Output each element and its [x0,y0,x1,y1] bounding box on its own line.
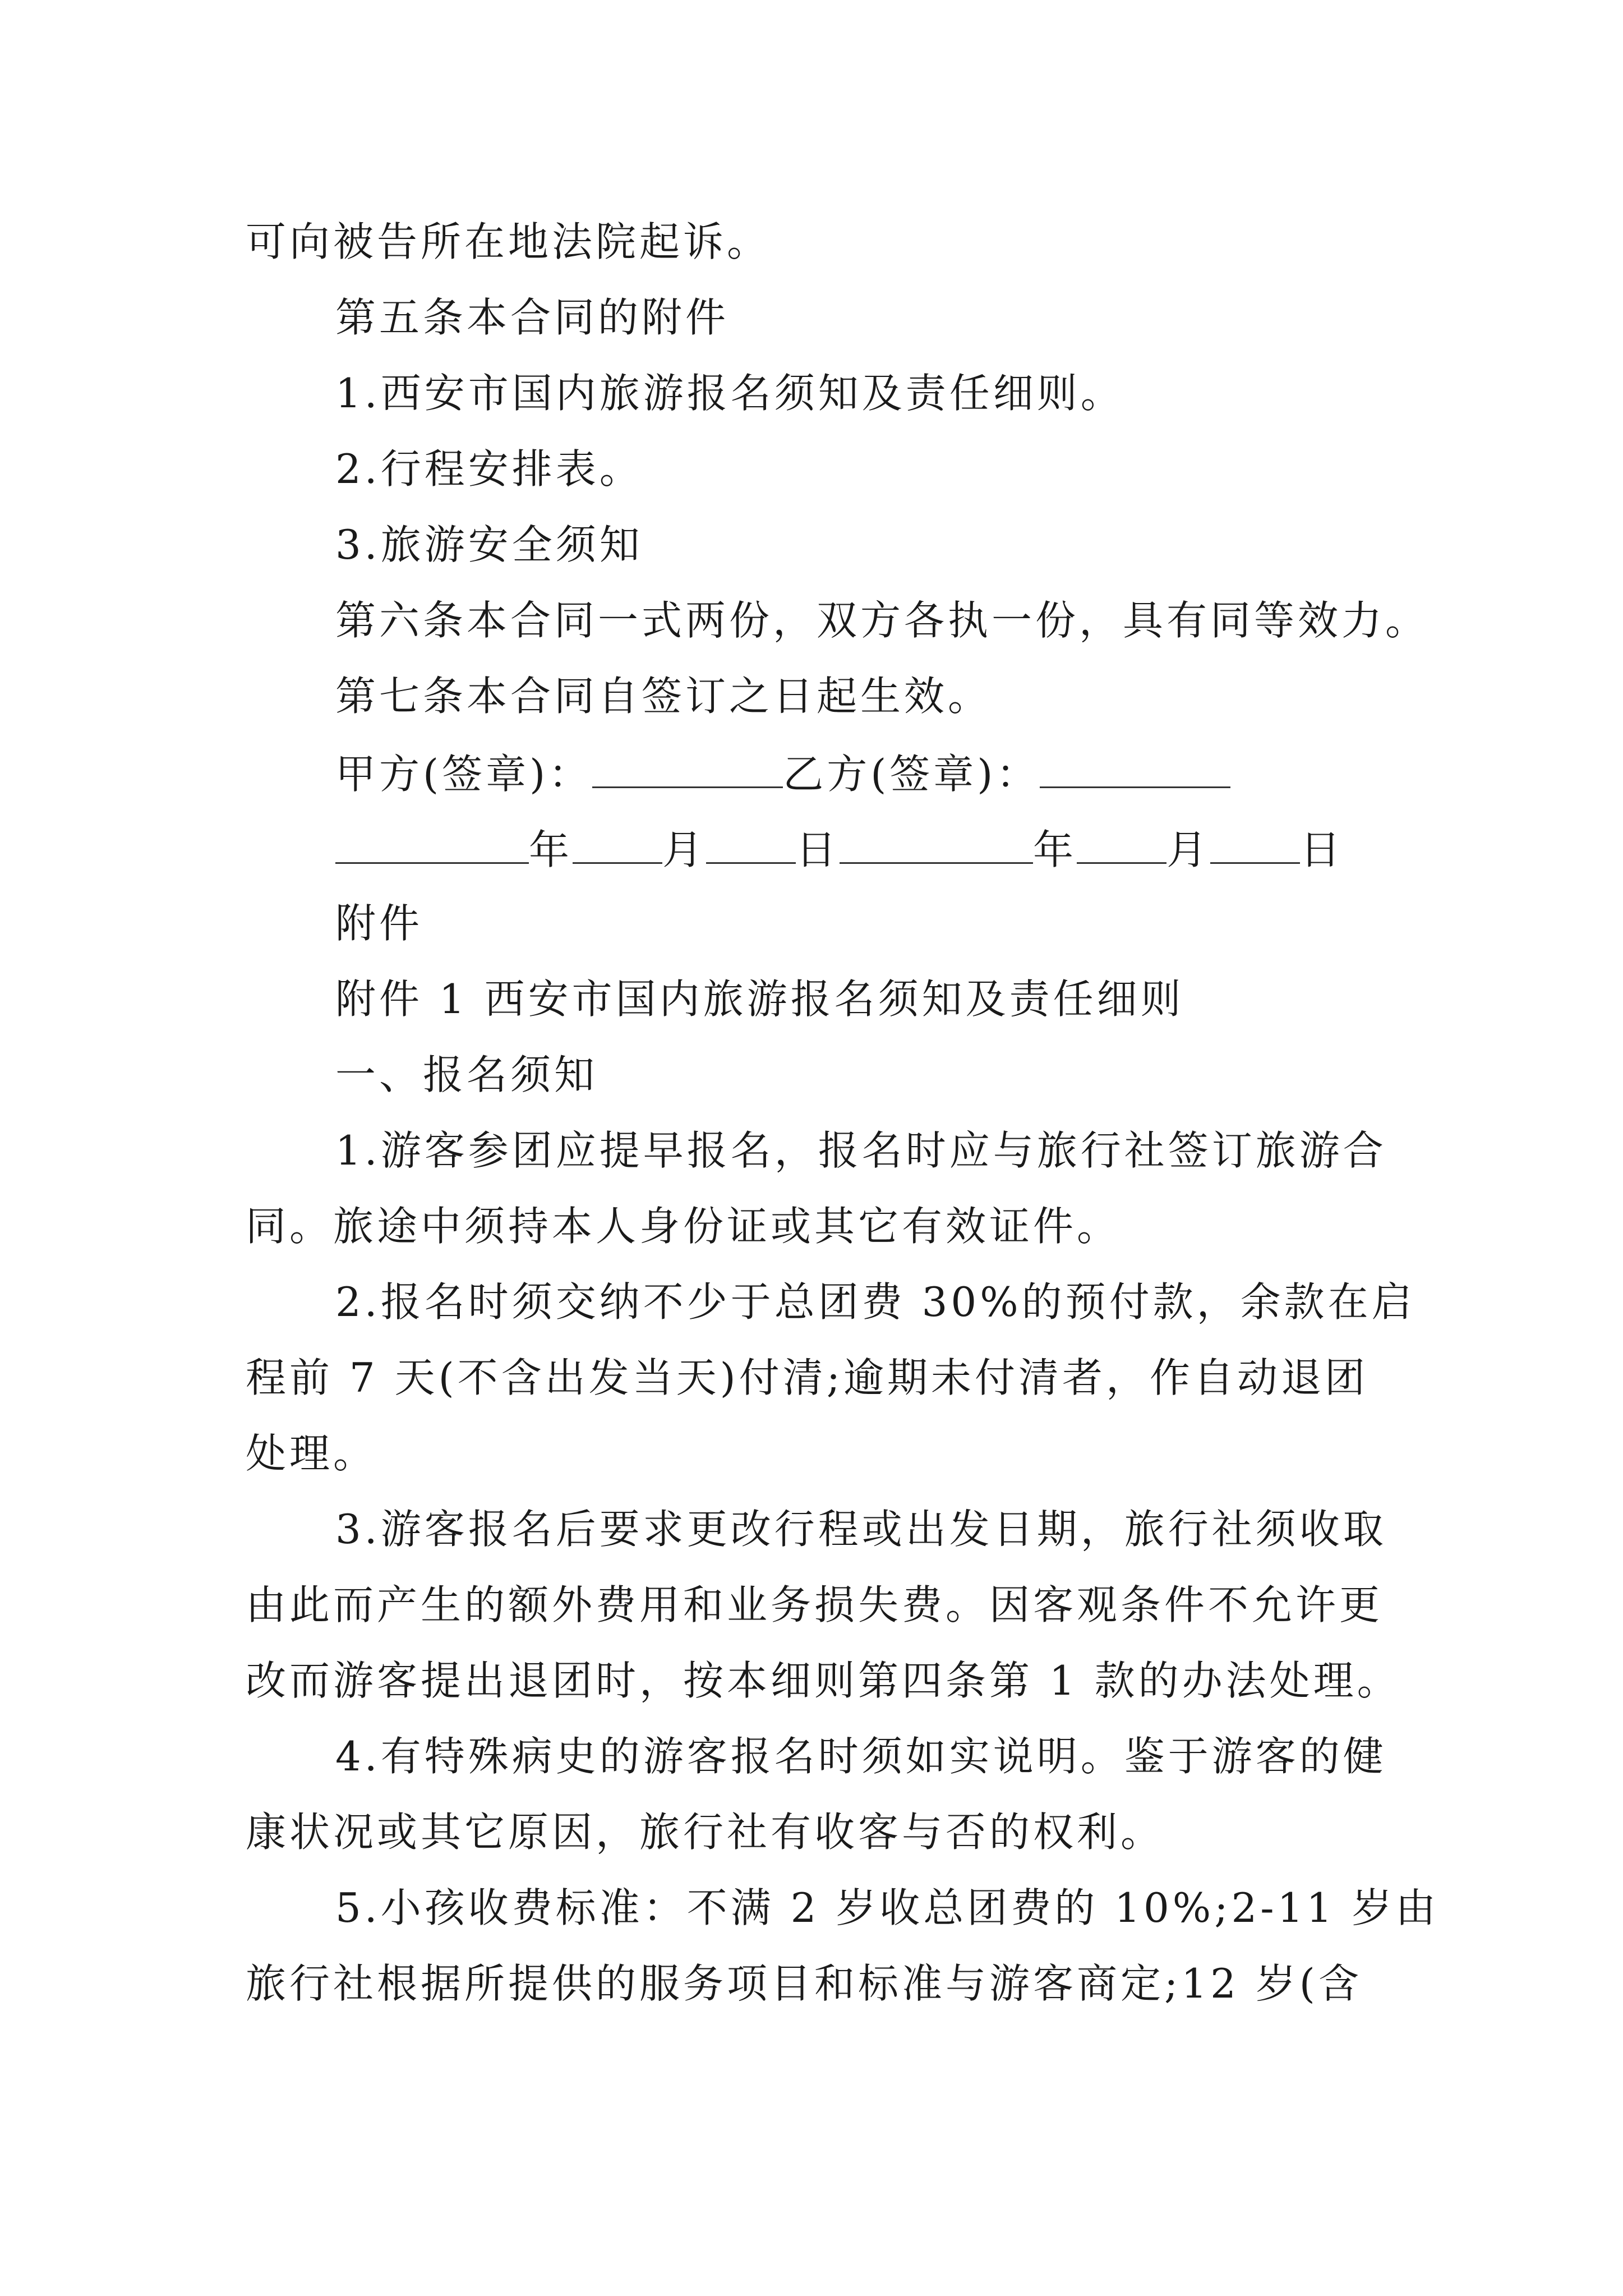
paragraph-line: 4.有特殊病史的游客报名时须如实说明。鉴于游客的健 [335,1733,1387,1780]
section-heading: 一、报名须知 [335,1051,598,1098]
attachment-title: 附件 1 西安市国内旅游报名须知及责任细则 [335,976,1184,1023]
text-line: 第六条本合同一式两份，双方各执一份，具有同等效力。 [335,597,1430,644]
paragraph-line: 同。旅途中须持本人身份证或其它有效证件。 [246,1203,1121,1250]
paragraph-line: 3.游客报名后要求更改行程或出发日期，旅行社须收取 [335,1506,1387,1553]
year-blank [335,827,529,864]
text-line: 1.西安市国内旅游报名须知及责任细则。 [335,370,1124,417]
paragraph-line: 改而游客提出退团时，按本细则第四条第 1 款的办法处理。 [246,1657,1401,1704]
text-line: 第七条本合同自签订之日起生效。 [335,673,992,720]
text-line: 可向被告所在地法院起诉。 [246,218,771,265]
paragraph-line: 处理。 [246,1430,377,1477]
month-unit: 月 [1166,826,1211,873]
party-b-blank [1040,752,1230,788]
month-unit: 月 [662,826,707,873]
paragraph-line: 由此而产生的额外费用和业务损失费。因客观条件不允许更 [246,1581,1384,1628]
month-blank [1077,827,1166,864]
paragraph-line: 康状况或其它原因，旅行社有收客与否的权利。 [246,1809,1165,1856]
paragraph-line: 5.小孩收费标准：不满 2 岁收总团费的 10%;2-11 岁由 [335,1884,1440,1931]
day-unit: 日 [796,826,840,873]
year-unit: 年 [529,826,573,873]
day-blank [706,827,796,864]
paragraph-line: 程前 7 天(不含出发当天)付清;逾期未付清者，作自动退团 [246,1354,1369,1401]
day-unit: 日 [1300,826,1344,873]
paragraph-line: 2.报名时须交纳不少于总团费 30%的预付款，余款在启 [335,1278,1415,1326]
paragraph-line: 1.游客参团应提早报名，报名时应与旅行社签订旅游合 [335,1127,1387,1174]
year-blank [840,827,1033,864]
year-unit: 年 [1033,826,1077,873]
attachment-heading: 附件 [335,900,423,947]
text-line: 3.旅游安全须知 [335,521,643,568]
party-b-label: 乙方(签章)： [783,751,1040,798]
day-blank [1210,827,1300,864]
date-line [335,826,1344,873]
month-blank [573,827,662,864]
party-a-label: 甲方(签章)： [335,751,593,798]
party-a-blank [592,752,783,788]
paragraph-line: 旅行社根据所提供的服务项目和标准与游客商定;12 岁(含 [246,1960,1362,2007]
signature-line [335,751,1230,798]
article-heading: 第五条本合同的附件 [335,294,730,341]
text-line: 2.行程安排表。 [335,445,643,493]
